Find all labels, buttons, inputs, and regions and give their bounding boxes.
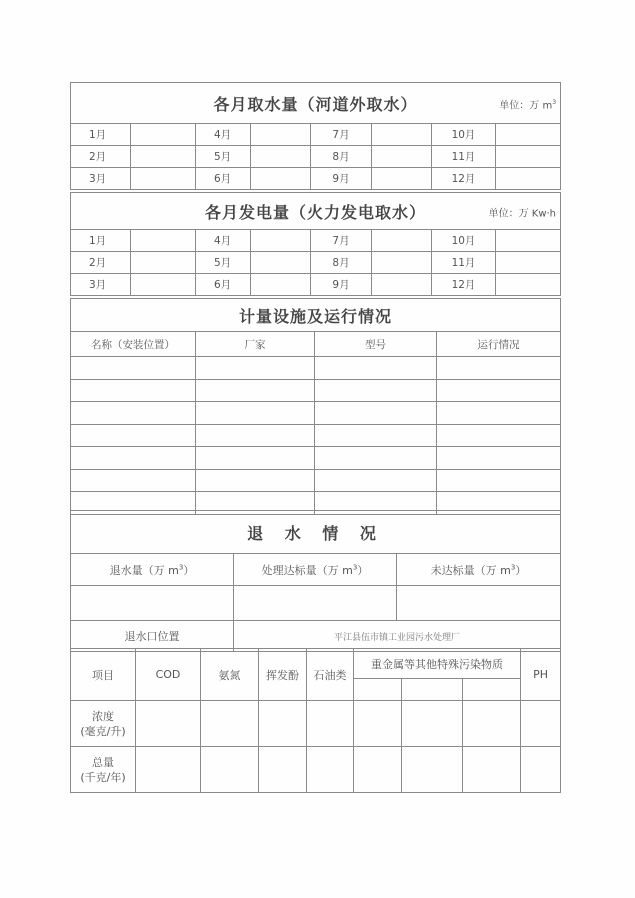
month-label: 9月 xyxy=(311,168,372,190)
concentration-field[interactable] xyxy=(402,701,463,747)
heavy-metal-subheader[interactable] xyxy=(463,679,521,701)
discharge-header xyxy=(71,511,561,554)
status-field[interactable] xyxy=(437,469,561,492)
status-field[interactable] xyxy=(437,424,561,447)
month-label: 7月 xyxy=(311,230,372,252)
monthly-water-unit: 单位：万 $m^3$ xyxy=(499,98,557,112)
name-field[interactable] xyxy=(71,469,196,492)
status-field[interactable] xyxy=(437,402,561,425)
month-value-field[interactable] xyxy=(372,124,432,146)
outlet-location-value[interactable]: 平江县伍市镇工业园污水处理厂 xyxy=(234,621,561,652)
month-value-field[interactable] xyxy=(496,124,561,146)
monthly-water-title: 各月取水量（河道外取水） xyxy=(213,94,418,114)
month-label: 4月 xyxy=(196,230,251,252)
discharge-title: 退 水 情 况 xyxy=(247,523,384,543)
discharge-volume-header: 退水量（万 $m^3$） xyxy=(71,554,234,586)
table-row xyxy=(71,402,561,425)
column-header-model: 型号 xyxy=(315,332,437,357)
monthly-power-header xyxy=(71,193,561,230)
month-label: 5月 xyxy=(196,146,251,168)
monthly-water-table xyxy=(70,82,561,190)
table-row xyxy=(71,447,561,470)
model-field[interactable] xyxy=(315,379,437,402)
month-value-field[interactable] xyxy=(372,252,432,274)
month-label: 1月 xyxy=(71,230,131,252)
phenol-header: 挥发酚 xyxy=(259,649,307,701)
manufacturer-field[interactable] xyxy=(196,469,315,492)
month-value-field[interactable] xyxy=(131,274,196,296)
month-value-field[interactable] xyxy=(372,168,432,190)
concentration-field[interactable] xyxy=(463,701,521,747)
monthly-power-table xyxy=(70,192,561,296)
concentration-field[interactable] xyxy=(201,701,259,747)
heavy-metal-subheader[interactable] xyxy=(402,679,463,701)
month-label: 10月 xyxy=(432,230,496,252)
month-label: 12月 xyxy=(432,168,496,190)
outlet-location-label: 退水口位置 xyxy=(71,621,234,652)
concentration-field[interactable] xyxy=(307,701,354,747)
heavy-metal-subheader[interactable] xyxy=(354,679,402,701)
status-field[interactable] xyxy=(437,379,561,402)
month-value-field[interactable] xyxy=(131,124,196,146)
total-field[interactable] xyxy=(136,747,201,793)
treated-volume-header: 处理达标量（万 $m^3$） xyxy=(234,554,397,586)
petroleum-header: 石油类 xyxy=(307,649,354,701)
manufacturer-field[interactable] xyxy=(196,424,315,447)
model-field[interactable] xyxy=(315,402,437,425)
table-row xyxy=(71,424,561,447)
month-value-field[interactable] xyxy=(251,230,311,252)
model-field[interactable] xyxy=(315,424,437,447)
month-label: 11月 xyxy=(432,252,496,274)
concentration-field[interactable] xyxy=(259,701,307,747)
monthly-power-unit: 单位：万 Kw·h xyxy=(488,208,557,220)
model-field[interactable] xyxy=(315,447,437,470)
table-row xyxy=(71,469,561,492)
name-field[interactable] xyxy=(71,424,196,447)
month-label: 8月 xyxy=(311,252,372,274)
month-value-field[interactable] xyxy=(131,146,196,168)
name-field[interactable] xyxy=(71,447,196,470)
status-field[interactable] xyxy=(437,357,561,380)
month-value-field[interactable] xyxy=(251,146,311,168)
month-value-field[interactable] xyxy=(251,168,311,190)
month-value-field[interactable] xyxy=(131,230,196,252)
month-value-field[interactable] xyxy=(131,252,196,274)
month-label: 10月 xyxy=(432,124,496,146)
monthly-power-title: 各月发电量（火力发电取水） xyxy=(205,202,427,222)
manufacturer-field[interactable] xyxy=(196,447,315,470)
total-field[interactable] xyxy=(521,747,561,793)
total-field[interactable] xyxy=(402,747,463,793)
table-row xyxy=(71,747,561,793)
metering-header xyxy=(71,299,561,332)
month-value-field[interactable] xyxy=(372,146,432,168)
column-header-name: 名称（安装位置） xyxy=(71,332,196,357)
month-value-field[interactable] xyxy=(251,252,311,274)
total-field[interactable] xyxy=(307,747,354,793)
concentration-field[interactable] xyxy=(354,701,402,747)
cod-header: COD xyxy=(136,649,201,701)
table-row xyxy=(71,379,561,402)
month-value-field[interactable] xyxy=(372,230,432,252)
treated-volume-field[interactable] xyxy=(234,586,397,621)
total-label: 总量 (千克/年) xyxy=(71,747,136,793)
untreated-volume-header: 未达标量（万 $m^3$） xyxy=(397,554,561,586)
total-field[interactable] xyxy=(259,747,307,793)
concentration-field[interactable] xyxy=(521,701,561,747)
discharge-volume-field[interactable] xyxy=(71,586,234,621)
metering-title: 计量设施及运行情况 xyxy=(239,306,393,326)
column-header-manufacturer: 厂家 xyxy=(196,332,315,357)
month-label: 5月 xyxy=(196,252,251,274)
name-field[interactable] xyxy=(71,379,196,402)
month-label: 3月 xyxy=(71,274,131,296)
month-label: 3月 xyxy=(71,168,131,190)
month-label: 12月 xyxy=(432,274,496,296)
month-label: 11月 xyxy=(432,146,496,168)
table-row xyxy=(71,357,561,380)
month-label: 8月 xyxy=(311,146,372,168)
column-header-status: 运行情况 xyxy=(437,332,561,357)
status-field[interactable] xyxy=(437,447,561,470)
table-row xyxy=(71,701,561,747)
month-value-field[interactable] xyxy=(496,168,561,190)
concentration-label: 浓度 (毫克/升) xyxy=(71,701,136,747)
monthly-water-header xyxy=(71,83,561,124)
manufacturer-field[interactable] xyxy=(196,379,315,402)
month-value-field[interactable] xyxy=(496,252,561,274)
month-value-field[interactable] xyxy=(496,146,561,168)
manufacturer-field[interactable] xyxy=(196,402,315,425)
untreated-volume-field[interactable] xyxy=(397,586,561,621)
month-value-field[interactable] xyxy=(496,274,561,296)
month-label: 6月 xyxy=(196,274,251,296)
heavy-metals-header: 重金属等其他特殊污染物质 xyxy=(354,649,521,679)
month-value-field[interactable] xyxy=(251,124,311,146)
model-field[interactable] xyxy=(315,357,437,380)
total-field[interactable] xyxy=(463,747,521,793)
month-label: 7月 xyxy=(311,124,372,146)
month-label: 9月 xyxy=(311,274,372,296)
model-field[interactable] xyxy=(315,469,437,492)
name-field[interactable] xyxy=(71,402,196,425)
month-label: 6月 xyxy=(196,168,251,190)
pollutants-table xyxy=(70,648,561,793)
month-label: 2月 xyxy=(71,146,131,168)
month-label: 2月 xyxy=(71,252,131,274)
month-label: 4月 xyxy=(196,124,251,146)
item-label: 项目 xyxy=(71,649,136,701)
total-field[interactable] xyxy=(354,747,402,793)
name-field[interactable] xyxy=(71,357,196,380)
ph-header: PH xyxy=(521,649,561,701)
metering-table xyxy=(70,298,561,515)
ammonia-header: 氨氮 xyxy=(201,649,259,701)
month-value-field[interactable] xyxy=(496,230,561,252)
month-value-field[interactable] xyxy=(372,274,432,296)
discharge-table xyxy=(70,510,561,652)
month-label: 1月 xyxy=(71,124,131,146)
month-value-field[interactable] xyxy=(251,274,311,296)
manufacturer-field[interactable] xyxy=(196,357,315,380)
total-field[interactable] xyxy=(201,747,259,793)
month-value-field[interactable] xyxy=(131,168,196,190)
concentration-field[interactable] xyxy=(136,701,201,747)
